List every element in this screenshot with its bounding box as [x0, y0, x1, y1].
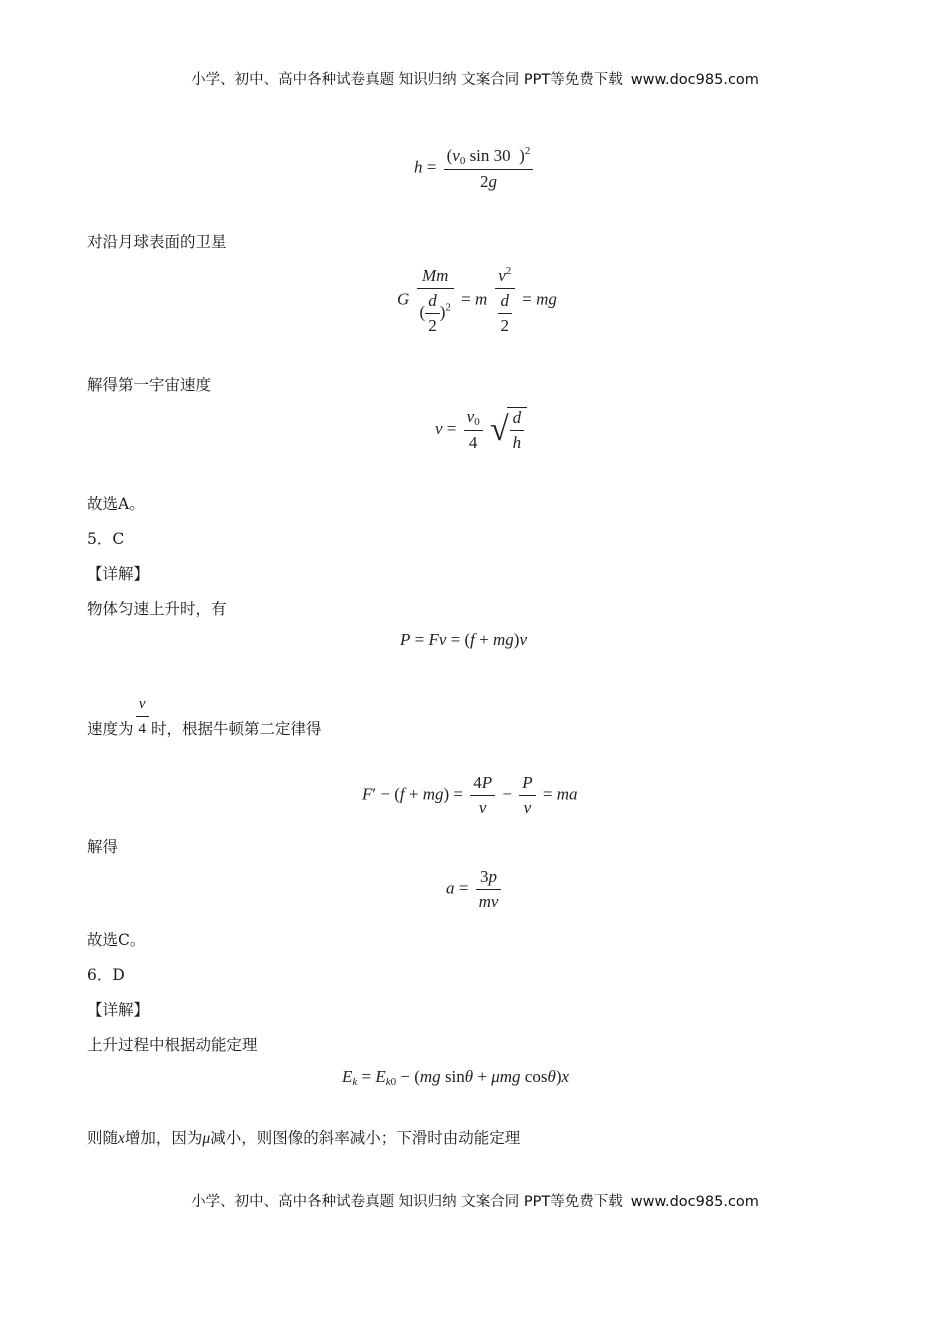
- text-satellite: 对沿月球表面的卫星: [87, 233, 227, 251]
- q6-slope-part2: 增加，因为: [124, 1129, 203, 1147]
- q6-var-x: x: [118, 1130, 125, 1147]
- q5-heading: 5．C: [87, 530, 125, 548]
- footer-banner: [0, 1190, 950, 1211]
- q5-text-uniform: 物体匀速上升时，有: [87, 600, 227, 618]
- q6-heading: 6．D: [87, 966, 125, 984]
- q6-slope-part1: 则随: [87, 1129, 119, 1147]
- q6-text-slope: [87, 1128, 520, 1149]
- footer-title: 小学、初中、高中各种试卷真题 知识归纳 文案合同 PPT等免费下载: [191, 1194, 623, 1210]
- equation-first-cosmic-velocity: v = $\frac{v_0}{4}$ √ $\frac{d}{h}$: [435, 407, 527, 453]
- q6-text-rise: 上升过程中根据动能定理: [87, 1036, 258, 1054]
- equation-newton-second-law: F′ − (f + mg) = $\frac{4P}{v}$ − $\frac{P}{v}$ = ma: [362, 773, 578, 817]
- q6-var-mu: μ: [202, 1130, 211, 1147]
- equation-kinetic-energy: $E_k = E_{k0} - (mg$ sinθ + μmg cosθ)x: [342, 1067, 570, 1088]
- header-url[interactable]: www.doc985.com: [630, 72, 759, 88]
- q5-text-solve: 解得: [87, 838, 119, 856]
- footer-url[interactable]: www.doc985.com: [630, 1194, 759, 1210]
- q5-speed-prefix: 速度为: [87, 720, 134, 738]
- header-banner: [0, 68, 950, 89]
- text-solve-v: 解得第一宇宙速度: [87, 376, 212, 394]
- equation-height: h = $\frac{(v_0 \sin 30 )^2}{2g}$: [414, 145, 536, 192]
- equation-power: P = Fv = (f + mg)v: [400, 630, 527, 649]
- equation-gravity: G Mm ( $\frac{d}{2}$ )$^2$ = m $\frac{v^2}{\frac{d}{2}}$ = mg: [397, 265, 557, 335]
- q5-text-choose-c: 故选C。: [87, 931, 146, 949]
- q5-speed-suffix: 时，根据牛顿第二定律得: [151, 720, 322, 738]
- q5-text-speed: [87, 694, 322, 739]
- q6-detail-label: 【详解】: [87, 1001, 150, 1019]
- fraction-v-over-4: $\frac{v}{4}$: [136, 694, 150, 739]
- text-choose-a: 故选A。: [87, 495, 145, 513]
- equation-acceleration: a = $\frac{3p}{mv}$: [446, 867, 504, 912]
- q5-detail-label: 【详解】: [87, 565, 150, 583]
- q6-slope-part3: 减小，则图像的斜率减小；下滑时由动能定理: [210, 1129, 521, 1147]
- header-title: 小学、初中、高中各种试卷真题 知识归纳 文案合同 PPT等免费下载: [191, 72, 623, 88]
